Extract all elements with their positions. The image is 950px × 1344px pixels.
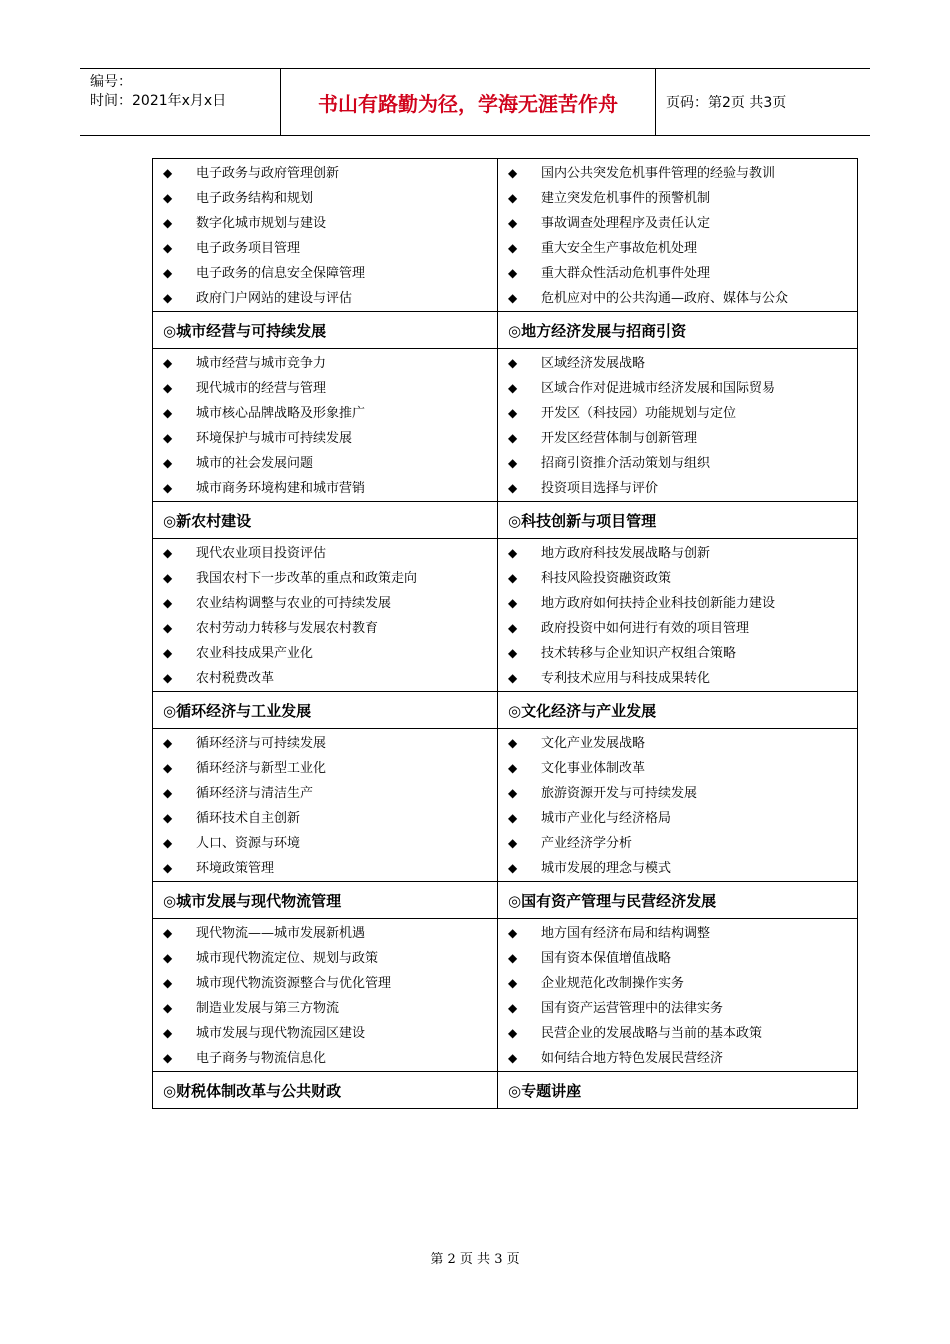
list-item: [153, 781, 497, 806]
list-item: [498, 996, 857, 1021]
list-item-text: 循环技术自主创新: [196, 811, 301, 826]
list-item-text: 开发区经营体制与创新管理: [541, 431, 698, 446]
diamond-bullet-icon: ◆: [163, 596, 173, 610]
topic-list-left: [153, 159, 498, 312]
section-cell: [153, 1072, 498, 1109]
list-item: [153, 161, 497, 186]
list-item: [153, 1046, 497, 1071]
list-item: [498, 666, 857, 691]
header-meta: [80, 69, 280, 135]
topic-list-right: [498, 349, 858, 502]
diamond-bullet-icon: ◆: [508, 621, 518, 635]
list-item-text: 电子政务结构和规划: [196, 191, 314, 206]
list-item-text: 危机应对中的公共沟通—政府、媒体与公众: [541, 291, 789, 306]
list-item-text: 城市现代物流资源整合与优化管理: [196, 976, 392, 991]
list-item: [153, 1021, 497, 1046]
list-item-text: 城市经营与城市竞争力: [196, 356, 327, 371]
diamond-bullet-icon: ◆: [163, 1001, 173, 1015]
section-cell: [498, 1072, 858, 1109]
list-item-text: 技术转移与企业知识产权组合策略: [541, 646, 737, 661]
list-item: [153, 971, 497, 996]
diamond-bullet-icon: ◆: [508, 1026, 518, 1040]
section-title: ◎新农村建设: [163, 511, 252, 530]
list-item: [498, 351, 857, 376]
section-row: [153, 502, 858, 539]
page-footer: 第 2 页 共 3 页: [430, 1252, 520, 1267]
diamond-bullet-icon: ◆: [163, 861, 173, 875]
list-item-text: 投资项目选择与评价: [541, 481, 659, 496]
section-title: ◎城市发展与现代物流管理: [163, 891, 342, 910]
list-item: [498, 401, 857, 426]
section-cell: [153, 692, 498, 729]
list-item: [153, 666, 497, 691]
list-item-text: 循环经济与新型工业化: [196, 761, 327, 776]
section-title: ◎循环经济与工业发展: [163, 701, 312, 720]
diamond-bullet-icon: ◆: [508, 241, 518, 255]
diamond-bullet-icon: ◆: [163, 546, 173, 560]
list-item: [498, 1046, 857, 1071]
items-row: [153, 349, 858, 502]
diamond-bullet-icon: ◆: [163, 356, 173, 370]
list-item-text: 制造业发展与第三方物流: [196, 1001, 340, 1016]
diamond-bullet-icon: ◆: [163, 836, 173, 850]
list-item-text: 农村税费改革: [196, 671, 275, 686]
list-item-text: 现代物流——城市发展新机遇: [196, 926, 366, 941]
list-item-text: 国有资产运营管理中的法律实务: [541, 1001, 724, 1016]
list-item: [153, 591, 497, 616]
list-item: [498, 756, 857, 781]
diamond-bullet-icon: ◆: [163, 406, 173, 420]
diamond-bullet-icon: ◆: [163, 736, 173, 750]
section-cell: [153, 882, 498, 919]
diamond-bullet-icon: ◆: [163, 166, 173, 180]
diamond-bullet-icon: ◆: [508, 406, 518, 420]
list-item: [498, 186, 857, 211]
section-cell: [498, 882, 858, 919]
diamond-bullet-icon: ◆: [163, 951, 173, 965]
list-item: [498, 831, 857, 856]
list-item: [498, 161, 857, 186]
list-item-text: 电子政务的信息安全保障管理: [196, 266, 366, 281]
topic-list-left: [153, 729, 498, 882]
diamond-bullet-icon: ◆: [508, 861, 518, 875]
diamond-bullet-icon: ◆: [163, 621, 173, 635]
section-title: ◎国有资产管理与民营经济发展: [508, 891, 717, 910]
course-topics-table: [152, 158, 858, 1109]
diamond-bullet-icon: ◆: [508, 291, 518, 305]
list-item: [498, 476, 857, 501]
header-motto: 书山有路勤为径，学海无涯苦作舟: [280, 69, 656, 135]
list-item-text: 区域合作对促进城市经济发展和国际贸易: [541, 381, 776, 396]
list-item: [498, 451, 857, 476]
diamond-bullet-icon: ◆: [163, 671, 173, 685]
topic-list-right: [498, 159, 858, 312]
diamond-bullet-icon: ◆: [508, 736, 518, 750]
list-item: [498, 971, 857, 996]
list-item: [153, 641, 497, 666]
diamond-bullet-icon: ◆: [508, 646, 518, 660]
list-item-text: 农业科技成果产业化: [196, 646, 314, 661]
diamond-bullet-icon: ◆: [163, 811, 173, 825]
diamond-bullet-icon: ◆: [163, 481, 173, 495]
list-item-text: 农业结构调整与农业的可持续发展: [196, 596, 392, 611]
topic-list-right: [498, 729, 858, 882]
list-item-text: 我国农村下一步改革的重点和政策走向: [196, 571, 418, 586]
number-label: 编号：: [90, 74, 132, 90]
diamond-bullet-icon: ◆: [163, 456, 173, 470]
list-item-text: 旅游资源开发与可持续发展: [541, 786, 698, 801]
diamond-bullet-icon: ◆: [508, 216, 518, 230]
items-row: [153, 919, 858, 1072]
list-item: [153, 566, 497, 591]
list-item: [498, 541, 857, 566]
list-item: [153, 806, 497, 831]
list-item-text: 文化事业体制改革: [541, 761, 646, 776]
list-item: [498, 236, 857, 261]
diamond-bullet-icon: ◆: [508, 481, 518, 495]
list-item-text: 政府门户网站的建设与评估: [196, 291, 353, 306]
list-item-text: 地方政府如何扶持企业科技创新能力建设: [541, 596, 776, 611]
list-item: [153, 476, 497, 501]
section-title: ◎文化经济与产业发展: [508, 701, 657, 720]
list-item-text: 循环经济与清洁生产: [196, 786, 314, 801]
diamond-bullet-icon: ◆: [508, 456, 518, 470]
diamond-bullet-icon: ◆: [508, 976, 518, 990]
list-item-text: 如何结合地方特色发展民营经济: [541, 1051, 724, 1066]
diamond-bullet-icon: ◆: [508, 191, 518, 205]
diamond-bullet-icon: ◆: [508, 431, 518, 445]
list-item-text: 地方政府科技发展战略与创新: [541, 546, 711, 561]
diamond-bullet-icon: ◆: [508, 166, 518, 180]
list-item: [153, 186, 497, 211]
diamond-bullet-icon: ◆: [508, 596, 518, 610]
section-row: [153, 1072, 858, 1109]
diamond-bullet-icon: ◆: [508, 571, 518, 585]
list-item-text: 区域经济发展战略: [541, 356, 646, 371]
list-item-text: 事故调查处理程序及责任认定: [541, 216, 711, 231]
list-item-text: 城市发展的理念与模式: [541, 861, 672, 876]
list-item-text: 城市现代物流定位、规划与政策: [196, 951, 379, 966]
diamond-bullet-icon: ◆: [508, 1001, 518, 1015]
topic-list-left: [153, 919, 498, 1072]
diamond-bullet-icon: ◆: [163, 761, 173, 775]
list-item-text: 电子政务项目管理: [196, 241, 301, 256]
list-item: [498, 376, 857, 401]
time-label: 时间：2021年x月x日: [90, 93, 227, 109]
list-item-text: 城市的社会发展问题: [196, 456, 314, 471]
list-item-text: 国有资本保值增值战略: [541, 951, 672, 966]
list-item-text: 重大安全生产事故危机处理: [541, 241, 698, 256]
diamond-bullet-icon: ◆: [163, 1051, 173, 1065]
list-item: [498, 641, 857, 666]
diamond-bullet-icon: ◆: [163, 266, 173, 280]
list-item: [498, 731, 857, 756]
list-item-text: 电子政务与政府管理创新: [196, 166, 340, 181]
diamond-bullet-icon: ◆: [163, 216, 173, 230]
list-item-text: 城市产业化与经济格局: [541, 811, 672, 826]
list-item-text: 环境保护与城市可持续发展: [196, 431, 353, 446]
section-title: ◎地方经济发展与招商引资: [508, 321, 687, 340]
list-item-text: 农村劳动力转移与发展农村教育: [196, 621, 379, 636]
list-item-text: 重大群众性活动危机事件处理: [541, 266, 711, 281]
diamond-bullet-icon: ◆: [163, 291, 173, 305]
list-item: [498, 211, 857, 236]
diamond-bullet-icon: ◆: [508, 811, 518, 825]
diamond-bullet-icon: ◆: [508, 786, 518, 800]
list-item: [153, 541, 497, 566]
list-item-text: 政府投资中如何进行有效的项目管理: [541, 621, 750, 636]
list-item: [153, 616, 497, 641]
list-item-text: 地方国有经济布局和结构调整: [541, 926, 711, 941]
list-item: [153, 236, 497, 261]
list-item: [153, 426, 497, 451]
section-cell: [153, 502, 498, 539]
diamond-bullet-icon: ◆: [163, 241, 173, 255]
diamond-bullet-icon: ◆: [163, 381, 173, 395]
list-item: [153, 996, 497, 1021]
diamond-bullet-icon: ◆: [163, 786, 173, 800]
list-item-text: 城市商务环境构建和城市营销: [196, 481, 366, 496]
list-item-text: 专利技术应用与科技成果转化: [541, 671, 711, 686]
section-cell: [498, 692, 858, 729]
diamond-bullet-icon: ◆: [163, 431, 173, 445]
diamond-bullet-icon: ◆: [508, 546, 518, 560]
list-item-text: 民营企业的发展战略与当前的基本政策: [541, 1026, 763, 1041]
list-item: [153, 211, 497, 236]
section-cell: [153, 312, 498, 349]
list-item-text: 人口、资源与环境: [196, 836, 301, 851]
section-row: [153, 692, 858, 729]
list-item-text: 城市发展与现代物流园区建设: [196, 1026, 366, 1041]
list-item: [498, 806, 857, 831]
list-item: [153, 286, 497, 311]
section-row: [153, 882, 858, 919]
items-row: [153, 729, 858, 882]
list-item: [498, 261, 857, 286]
list-item-text: 产业经济学分析: [541, 836, 633, 851]
diamond-bullet-icon: ◆: [163, 571, 173, 585]
diamond-bullet-icon: ◆: [163, 646, 173, 660]
diamond-bullet-icon: ◆: [163, 191, 173, 205]
list-item: [153, 756, 497, 781]
section-cell: [498, 502, 858, 539]
list-item: [153, 856, 497, 881]
section-title: ◎专题讲座: [508, 1081, 582, 1100]
list-item: [498, 781, 857, 806]
list-item: [498, 591, 857, 616]
list-item: [498, 566, 857, 591]
list-item: [153, 376, 497, 401]
list-item: [153, 451, 497, 476]
list-item: [498, 921, 857, 946]
diamond-bullet-icon: ◆: [163, 926, 173, 940]
list-item-text: 科技风险投资融资政策: [541, 571, 672, 586]
list-item: [498, 946, 857, 971]
section-row: [153, 312, 858, 349]
list-item: [498, 1021, 857, 1046]
diamond-bullet-icon: ◆: [508, 356, 518, 370]
section-cell: [498, 312, 858, 349]
list-item-text: 现代农业项目投资评估: [196, 546, 327, 561]
list-item-text: 国内公共突发危机事件管理的经验与教训: [541, 166, 776, 181]
list-item-text: 文化产业发展战略: [541, 736, 646, 751]
diamond-bullet-icon: ◆: [508, 761, 518, 775]
diamond-bullet-icon: ◆: [508, 1051, 518, 1065]
diamond-bullet-icon: ◆: [508, 266, 518, 280]
list-item: [498, 286, 857, 311]
list-item: [153, 946, 497, 971]
list-item: [153, 731, 497, 756]
section-title: ◎科技创新与项目管理: [508, 511, 657, 530]
diamond-bullet-icon: ◆: [508, 381, 518, 395]
list-item-text: 招商引资推介活动策划与组织: [541, 456, 711, 471]
diamond-bullet-icon: ◆: [508, 671, 518, 685]
section-title: ◎城市经营与可持续发展: [163, 321, 327, 340]
list-item: [498, 616, 857, 641]
section-title: ◎财税体制改革与公共财政: [163, 1081, 342, 1100]
list-item-text: 现代城市的经营与管理: [196, 381, 327, 396]
page-header: [80, 68, 870, 136]
items-row: [153, 159, 858, 312]
diamond-bullet-icon: ◆: [163, 976, 173, 990]
list-item: [498, 856, 857, 881]
list-item-text: 环境政策管理: [196, 861, 275, 876]
diamond-bullet-icon: ◆: [508, 836, 518, 850]
list-item-text: 城市核心品牌战略及形象推广: [196, 406, 366, 421]
list-item-text: 企业规范化改制操作实务: [541, 976, 685, 991]
list-item-text: 建立突发危机事件的预警机制: [541, 191, 711, 206]
topic-list-right: [498, 919, 858, 1072]
topic-list-right: [498, 539, 858, 692]
diamond-bullet-icon: ◆: [508, 926, 518, 940]
list-item-text: 数字化城市规划与建设: [196, 216, 327, 231]
list-item: [153, 921, 497, 946]
list-item-text: 电子商务与物流信息化: [196, 1051, 327, 1066]
list-item: [153, 261, 497, 286]
header-page-info: 页码：第2页 共3页: [666, 95, 787, 111]
list-item: [153, 351, 497, 376]
diamond-bullet-icon: ◆: [508, 951, 518, 965]
topic-list-left: [153, 349, 498, 502]
list-item: [153, 831, 497, 856]
list-item: [498, 426, 857, 451]
items-row: [153, 539, 858, 692]
list-item-text: 循环经济与可持续发展: [196, 736, 327, 751]
list-item: [153, 401, 497, 426]
topic-list-left: [153, 539, 498, 692]
list-item-text: 开发区（科技园）功能规划与定位: [541, 406, 737, 421]
diamond-bullet-icon: ◆: [163, 1026, 173, 1040]
